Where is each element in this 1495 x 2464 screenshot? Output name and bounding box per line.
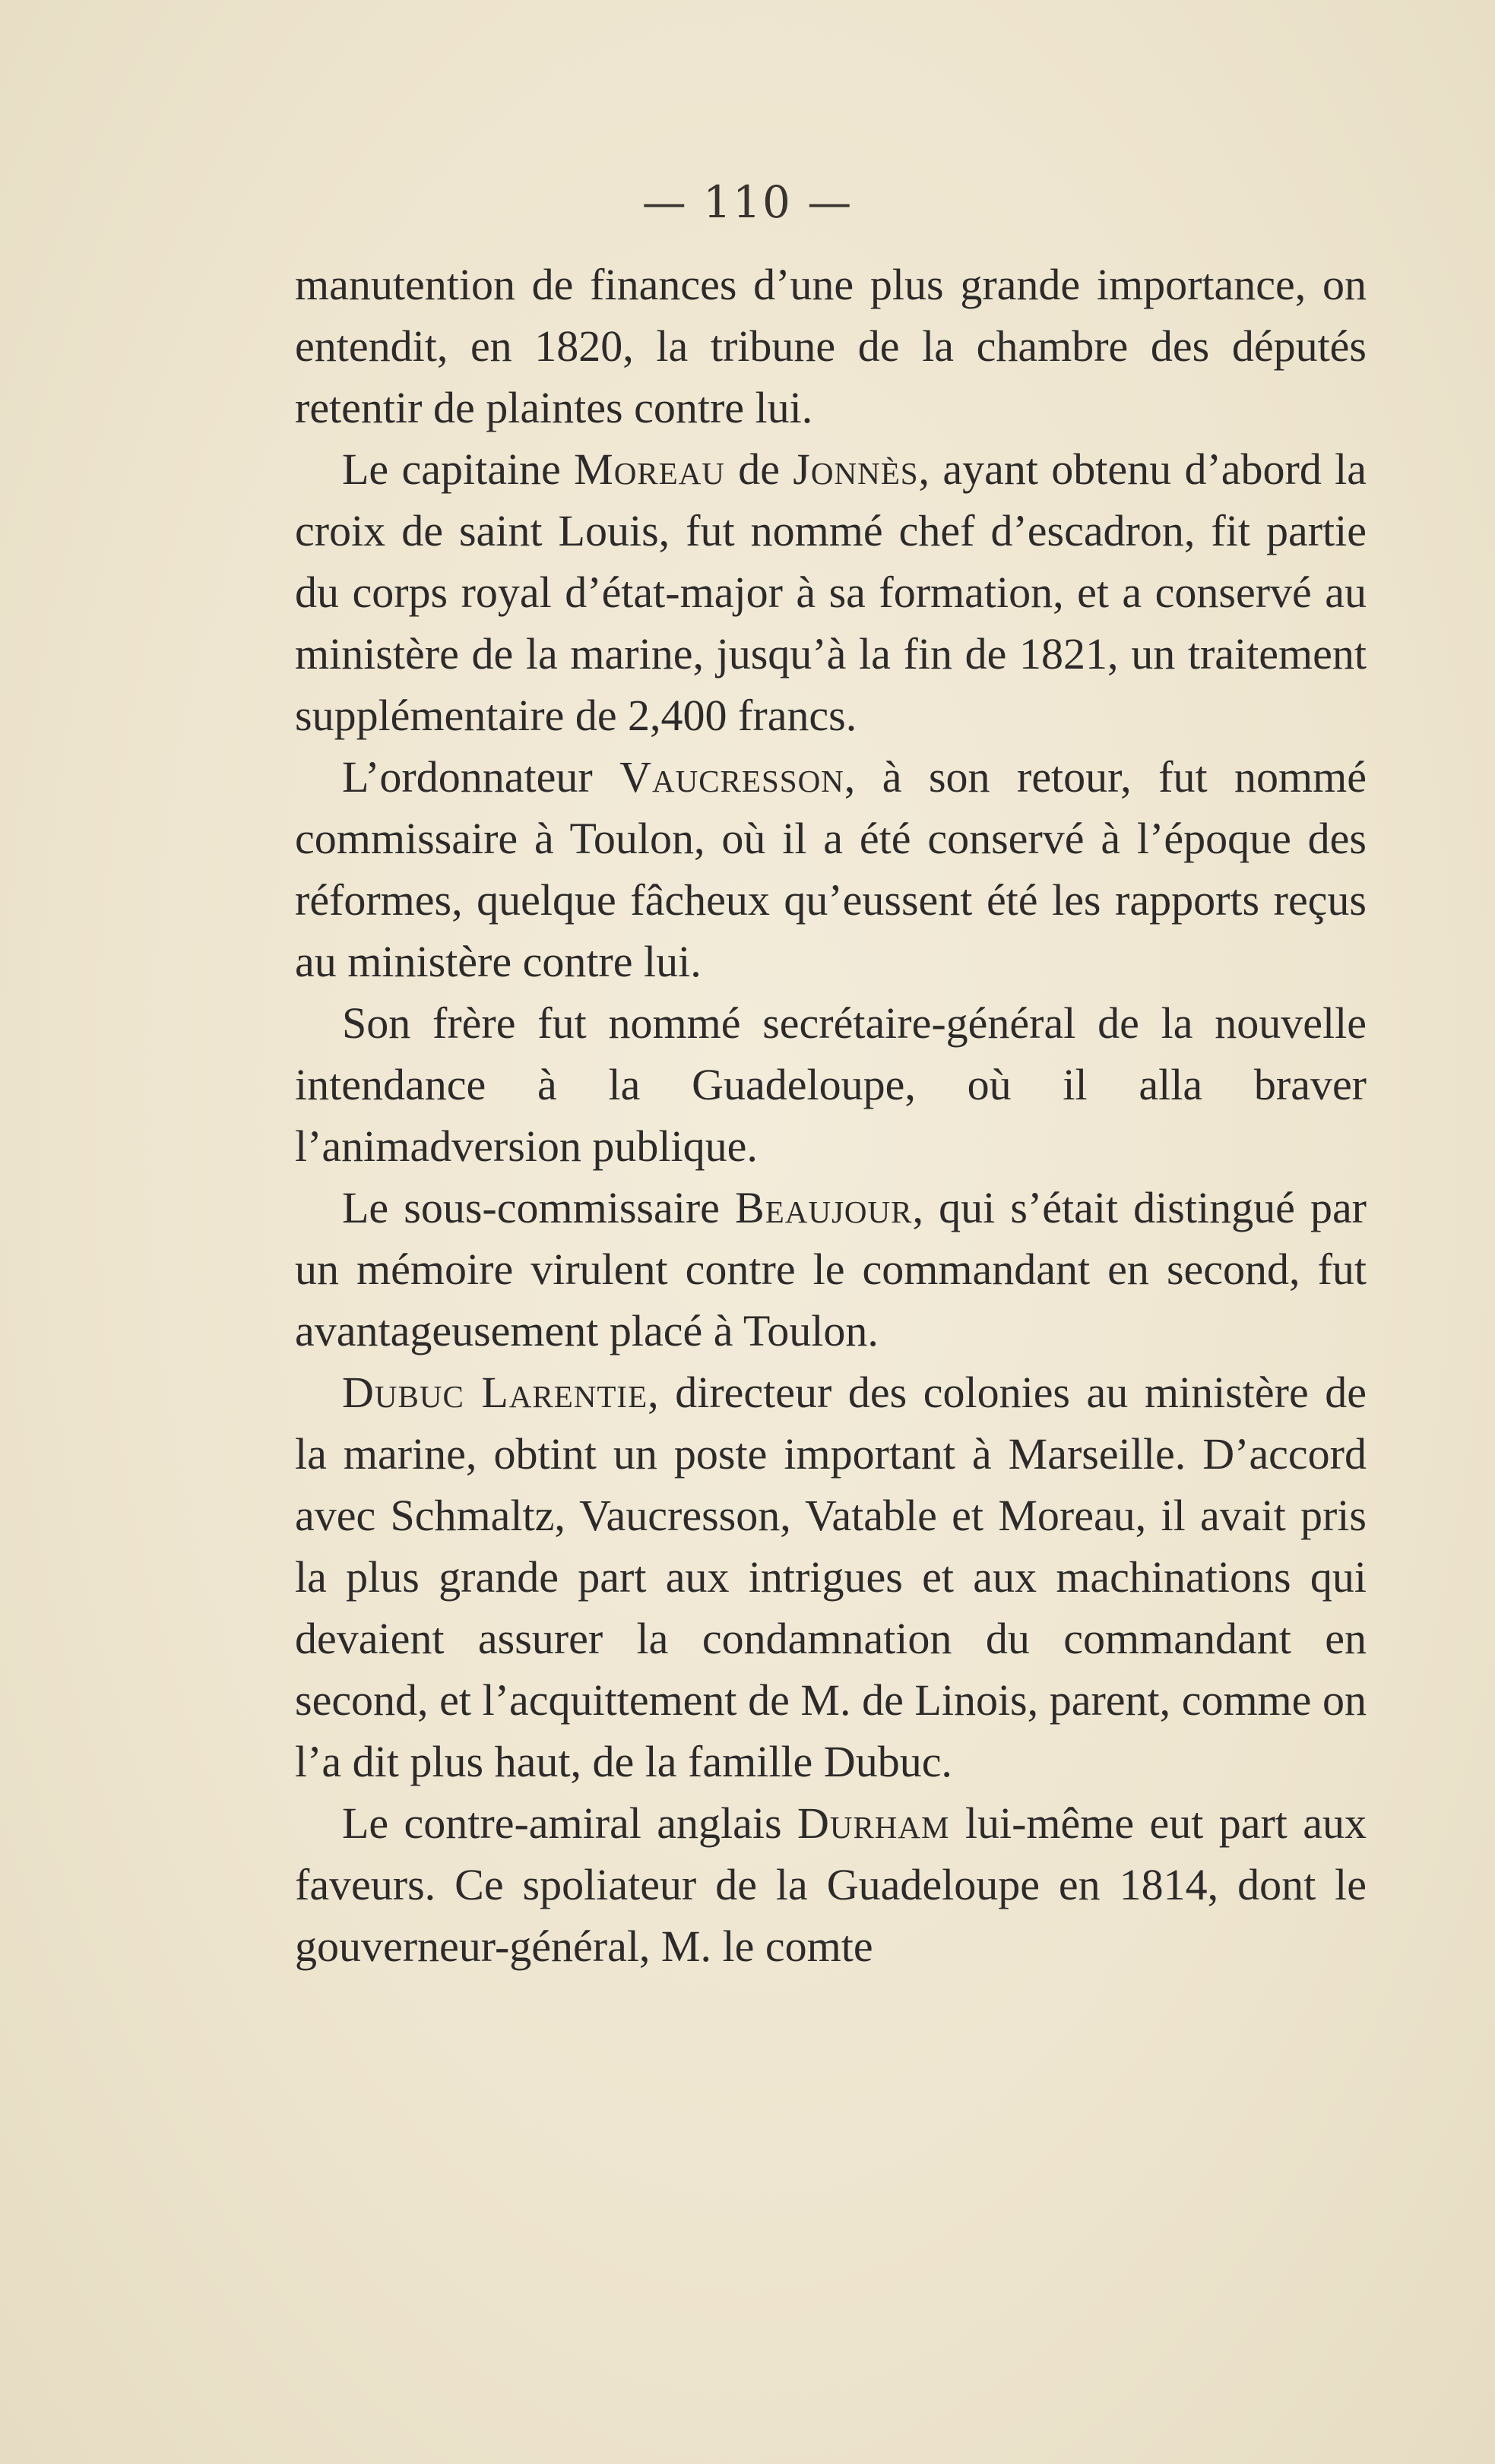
paragraph [295,1792,1367,1977]
text-run: manutention de finances d’une plus grande importance, on entendit, en 1820, la tribune de la chambre des députés retentir de plaintes contre lui. [295,260,1367,432]
text-run: Le contre-amiral anglais [342,1798,797,1848]
text-run: Son frère fut nommé secrétaire-général de la nouvelle intendance à la Guadeloupe, où il alla braver l’animadversion publique. [295,998,1367,1171]
text-run: , à son retour, fut nommé commissaire à Toulon, où il a été conservé à l’époque des réformes, quelque fâcheux qu’eussent été les rapports reçus au ministère contre lui. [295,752,1367,986]
paragraph [295,1177,1367,1362]
text-run: lui-même eut part aux faveurs. Ce spoliateur de la Guadeloupe en 1814, dont le gouverneur-général, M. le comte [295,1798,1367,1971]
proper-name: Jonnès [793,444,919,494]
paragraph [295,1362,1367,1792]
proper-name: Moreau [574,444,725,494]
proper-name: Beaujour [735,1183,913,1232]
page-number: — 110 — [641,176,854,228]
text-run: , directeur des colonies au ministère de la marine, obtint un poste important à Marseille. D’accord avec Schmaltz, Vaucresson, Vatable et Moreau, il avait pris la plus grande part aux intrigues et aux machinations qui devaient assurer la condamnation du commandant en second, et l’acquittement de M. de Linois, parent, comme on l’a dit plus haut, de la famille Dubuc. [295,1368,1367,1786]
proper-name: Durham [797,1798,950,1848]
paragraph [295,438,1367,746]
text-run: de [724,444,793,494]
proper-name: Dubuc Larentie [342,1368,648,1417]
proper-name: Vaucresson [619,752,844,802]
text-run: , ayant obtenu d’abord la croix de saint Louis, fut nommé chef d’escadron, fit partie du corps royal d’état-major à sa formation, et a conservé au ministère de la marine, jusqu’à la fin de 1821, un traitement supplémentaire de 2,400 francs. [295,444,1367,740]
paragraph [295,254,1367,438]
text-run: Le capitaine [342,444,575,494]
text-run: Le sous-commissaire [342,1183,736,1232]
paragraph [295,746,1367,992]
text-run: , qui s’était distingué par un mémoire virulent contre le commandant en second, fut avantageusement placé à Toulon. [295,1183,1367,1355]
text-run: L’ordonnateur [342,752,620,802]
body-text [295,254,1367,1977]
paragraph [295,992,1367,1177]
